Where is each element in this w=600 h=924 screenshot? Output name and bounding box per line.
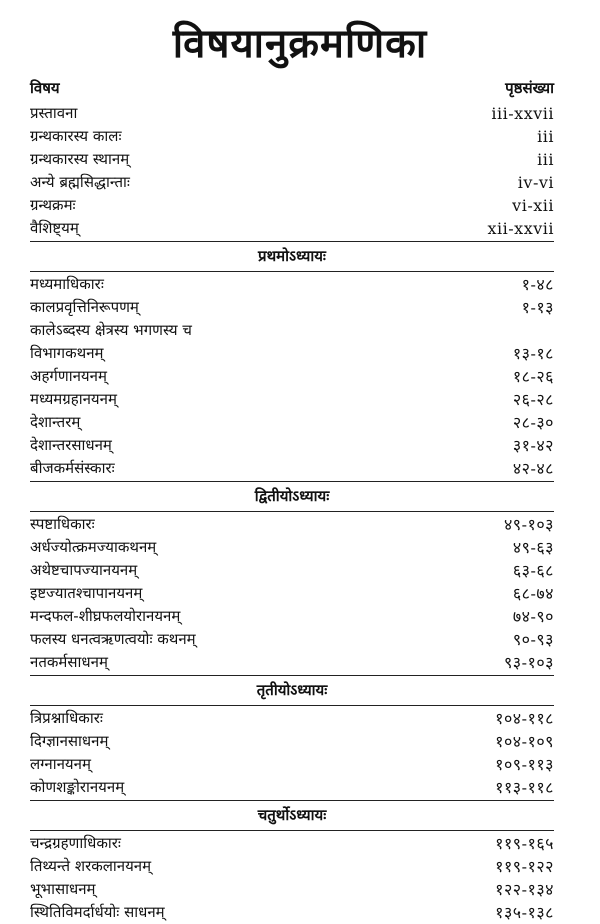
entry-title: अथेष्टचापज्यानयनम् [30,561,138,579]
contents-entry [30,319,554,342]
entry-title: ग्रन्थक्रमः [30,196,76,214]
entry-title: अन्ये ब्रह्मसिद्धान्ताः [30,173,130,191]
entry-page-range: २८-३० [512,413,554,432]
contents-entry [30,102,554,125]
entry-page-range: १०९-११३ [495,755,554,774]
contents-entry [30,901,554,924]
entry-title: फलस्य धनत्वऋणत्वयोः कथनम् [30,630,196,648]
entry-page-range: ११३-११८ [495,778,554,797]
entry-title: अर्धज्योत्क्रमज्याकथनम् [30,538,157,556]
entry-page-range: ९०-९३ [512,630,554,649]
entry-page-range: ४२-४८ [512,459,554,478]
contents-entry [30,273,554,296]
entry-page-range: iv-vi [517,173,554,192]
entry-title: इष्टज्यातश्चापानयनम् [30,584,143,602]
contents-entry [30,411,554,434]
entry-title: देशान्तरम् [30,413,81,431]
contents-entry [30,171,554,194]
entry-title: स्पष्टाधिकारः [30,515,95,533]
entry-page-range: १-१३ [521,298,554,317]
contents-entry [30,513,554,536]
contents-entry [30,707,554,730]
entry-page-range: ६८-७४ [512,584,554,603]
entry-title: मन्दफल-शीघ्रफलयोरानयनम् [30,607,181,625]
entry-page-range: १२२-१३४ [495,880,554,899]
entry-title: दिग्ज्ञानसाधनम् [30,732,109,750]
entry-page-range: १-४८ [521,275,554,294]
entry-title: विभागकथनम् [30,344,104,362]
entry-title: मध्यमाधिकारः [30,275,104,293]
contents-entry [30,753,554,776]
entry-title: मध्यमग्रहानयनम् [30,390,117,408]
subject-column-header: विषय [30,79,60,97]
entry-title: स्थितिविमर्दार्धयोः साधनम् [30,903,165,921]
entry-title: देशान्तरसाधनम् [30,436,112,454]
contents-entry [30,388,554,411]
entry-page-range: iii-xxvii [491,104,554,123]
contents-entry [30,125,554,148]
entry-title: लग्नानयनम् [30,755,91,773]
entry-title: अहर्गणानयनम् [30,367,107,385]
contents-entry [30,148,554,171]
entry-page-range: १८-२६ [512,367,554,386]
contents-entry [30,628,554,651]
entry-title: ग्रन्थकारस्य कालः [30,127,122,145]
entry-page-range: ११९-१६५ [495,834,554,853]
contents-entry [30,605,554,628]
page-column-header: पृष्ठसंख्या [505,79,554,97]
entry-title: कालेऽब्दस्य क्षेत्रस्य भगणस्य च [30,321,192,339]
chapter-heading: तृतीयोऽध्यायः [256,681,328,699]
entry-page-range: ११९-१२२ [495,857,554,876]
contents-entry [30,878,554,901]
contents-entry [30,832,554,855]
chapter-heading: प्रथमोऽध्यायः [258,247,326,265]
entry-title: त्रिप्रश्नाधिकारः [30,709,103,727]
entry-page-range: १०४-११८ [495,709,554,728]
entry-page-range: ३१-४२ [512,436,554,455]
entry-title: बीजकर्मसंस्कारः [30,459,115,477]
contents-entry [30,582,554,605]
entry-title: तिथ्यन्ते शरकलानयनम् [30,857,152,875]
entry-title: कोणशङ्कोरानयनम् [30,778,125,796]
entry-title: कालप्रवृत्तिनिरूपणम् [30,298,139,316]
contents-entry [30,730,554,753]
contents-entry [30,365,554,388]
entry-page-range: iii [537,127,554,146]
entry-page-range: ६३-६८ [512,561,554,580]
contents-entry [30,217,554,240]
chapter-heading: चतुर्थोऽध्यायः [257,806,327,824]
entry-title: ग्रन्थकारस्य स्थानम् [30,150,130,168]
page-title: विषयानुक्रमणिका [172,21,428,67]
contents-entry [30,536,554,559]
contents-entry [30,776,554,799]
entry-page-range: १३-१८ [512,344,554,363]
entry-page-range: iii [537,150,554,169]
contents-entry [30,194,554,217]
column-header-row [30,78,554,100]
entry-page-range: ४९-६३ [512,538,554,557]
entry-title: चन्द्रग्रहणाधिकारः [30,834,121,852]
contents-entry [30,434,554,457]
entry-page-range: १३५-१३८ [495,903,554,922]
entry-page-range: ४९-१०३ [503,515,554,534]
contents-entry [30,651,554,674]
entry-page-range: vi-xii [512,196,554,215]
contents-list [30,102,554,924]
entry-page-range: १०४-१०९ [495,732,554,751]
entry-page-range: ९३-१०३ [503,653,554,672]
entry-title: वैशिष्ट्यम् [30,219,79,237]
entry-title: नतकर्मसाधनम् [30,653,108,671]
entry-title: भूभासाधनम् [30,880,96,898]
contents-entry [30,296,554,319]
entry-page-range: २६-२८ [512,390,554,409]
entry-title: प्रस्तावना [30,104,78,122]
contents-entry [30,855,554,878]
contents-entry [30,342,554,365]
contents-entry [30,457,554,480]
contents-entry [30,559,554,582]
chapter-heading: द्वितीयोऽध्यायः [254,487,330,505]
entry-page-range: xii-xxvii [487,219,554,238]
entry-page-range: ७४-९० [512,607,554,626]
